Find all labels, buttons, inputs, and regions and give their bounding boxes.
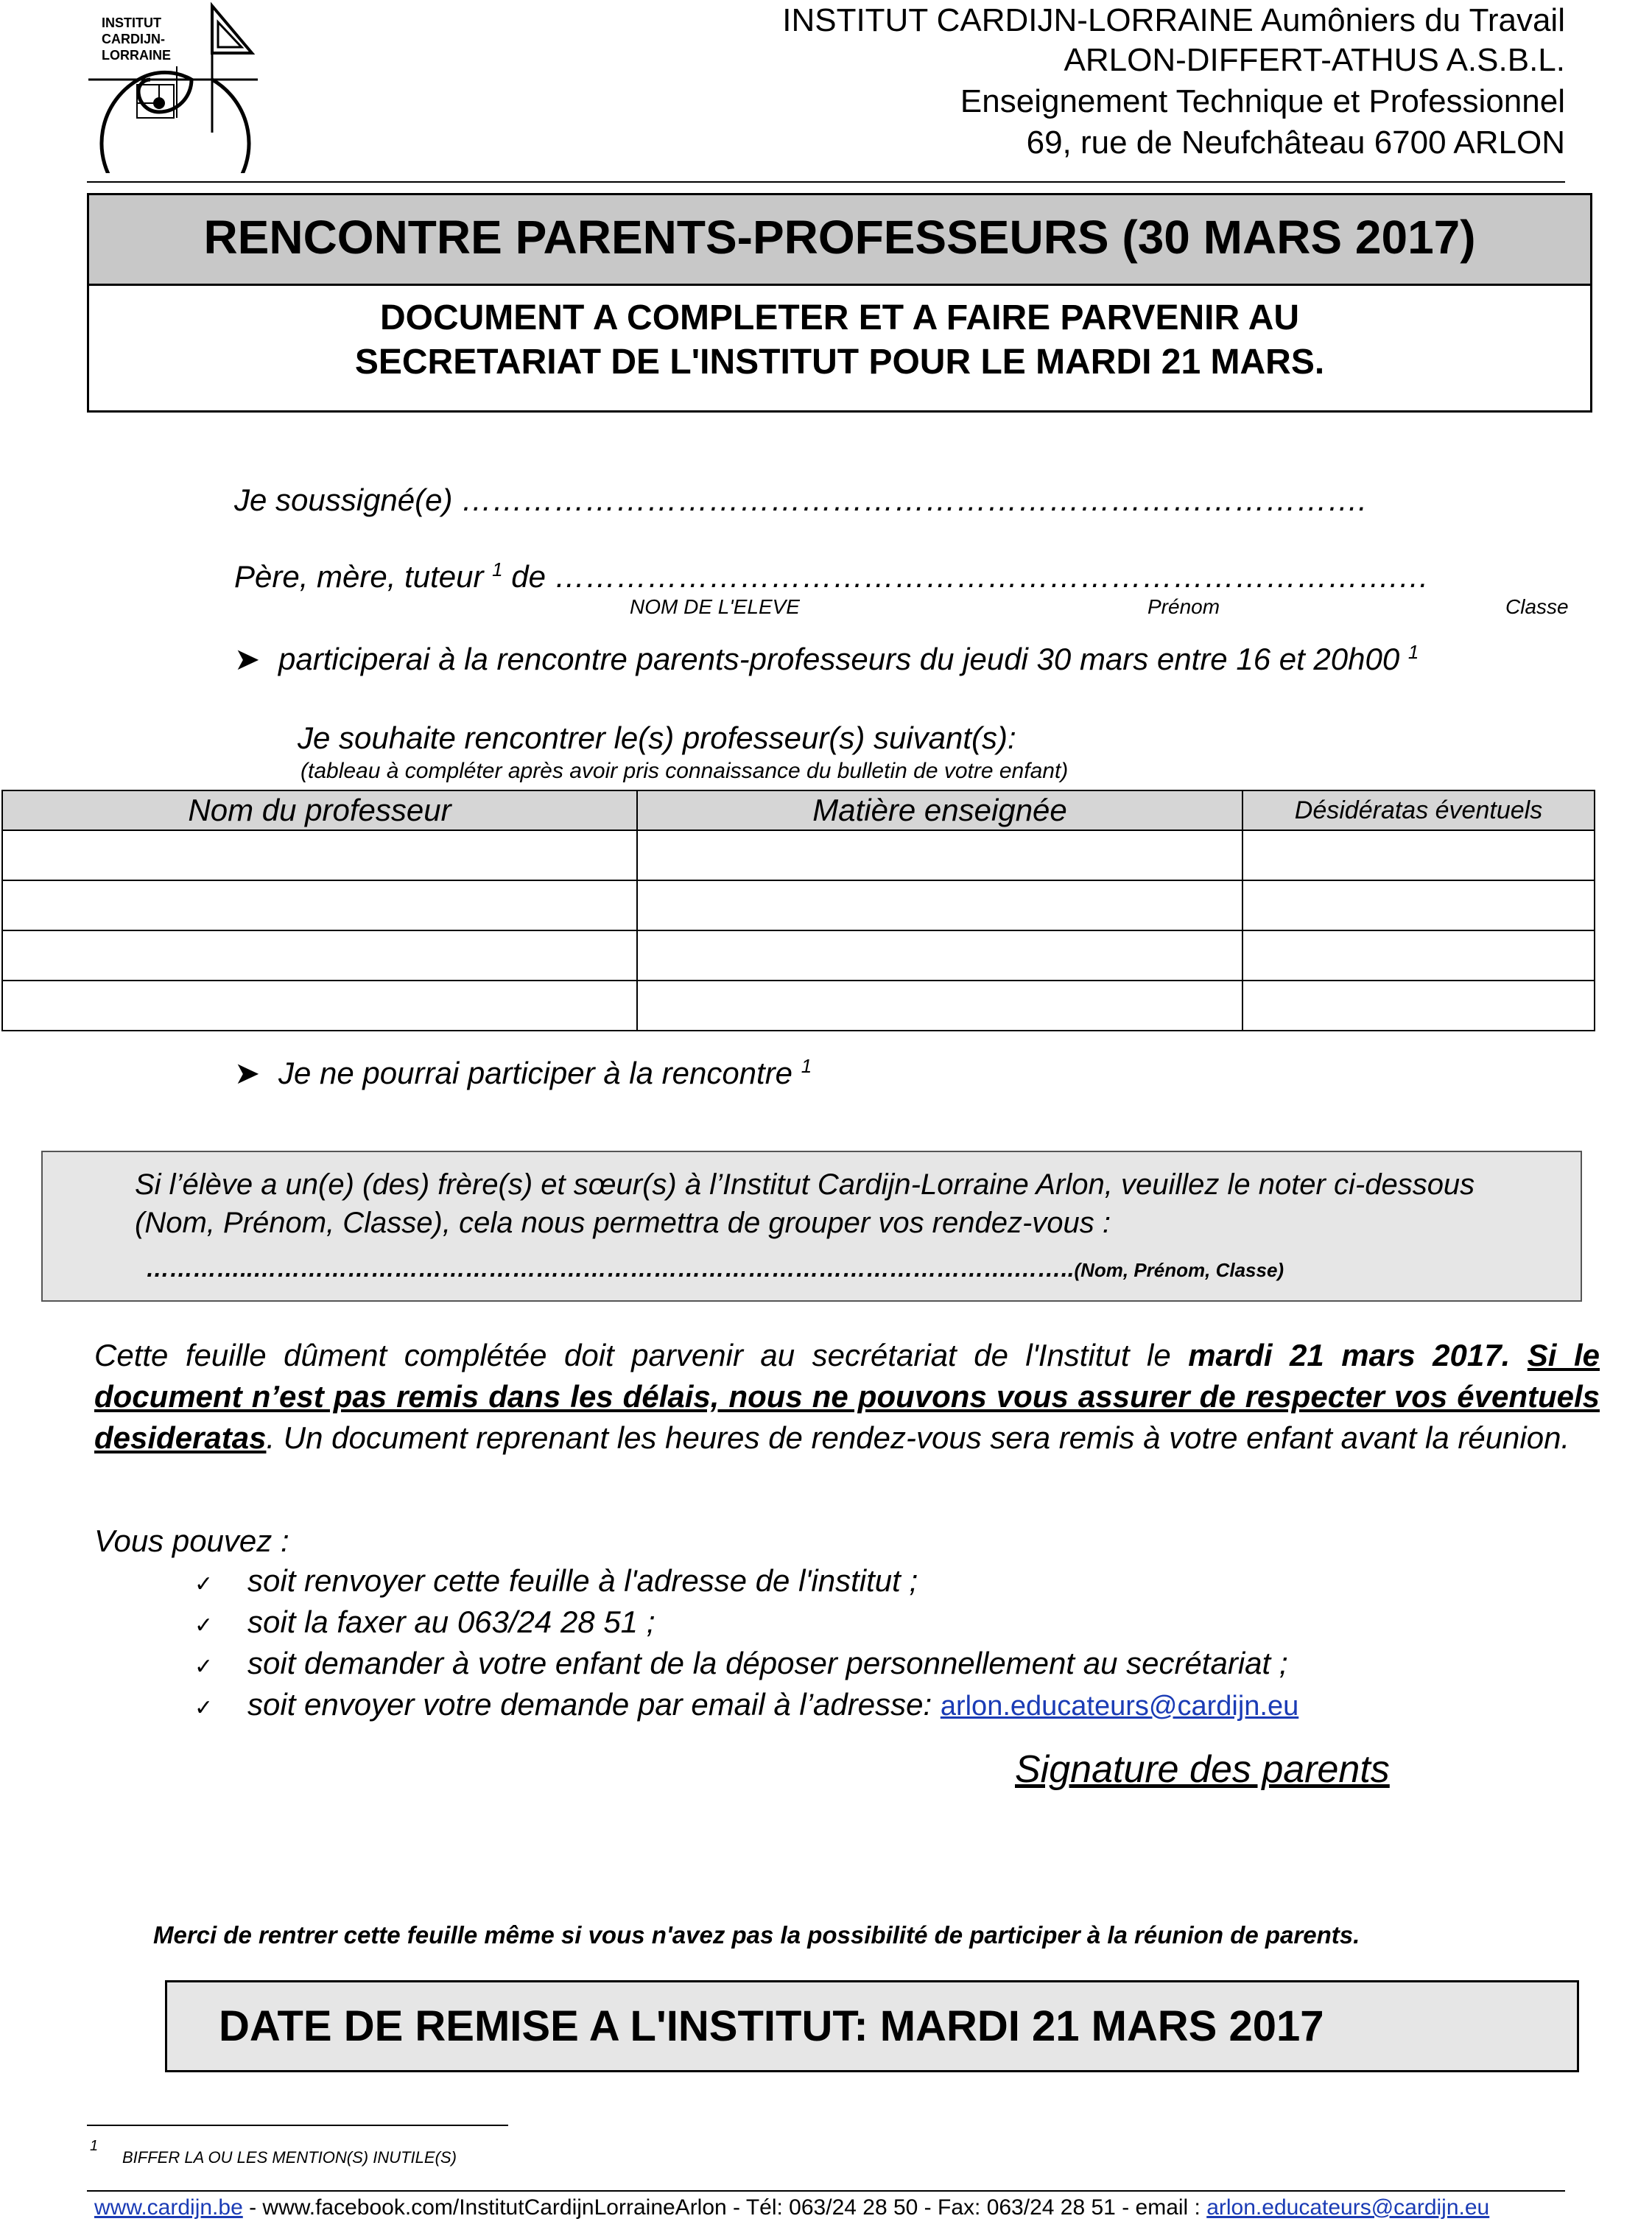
footer-email-link[interactable]: arlon.educateurs@cardijn.eu xyxy=(1206,2195,1490,2220)
check-icon: ✓ xyxy=(194,1572,214,1596)
date-remise-text: DATE DE REMISE A L'INSTITUT: MARDI 21 MARS 2017 xyxy=(219,2002,1324,2050)
check-item-3: ✓ soit demander à votre enfant de la déposer personnellement au secrétariat ; xyxy=(194,1646,1288,1680)
title-band xyxy=(89,195,1590,286)
header-line-1: INSTITUT CARDIJN-LORRAINE Aumôniers du Travail xyxy=(782,2,1565,38)
table-header-row xyxy=(2,790,1595,830)
col-header-desiderata: Désidératas éventuels xyxy=(1242,790,1595,830)
footnote-divider xyxy=(87,2125,508,2126)
parent-of-field[interactable]: Père, mère, tuteur $^1$ de ……………………………………………………………………….… xyxy=(234,558,1430,594)
table-cell[interactable] xyxy=(637,981,1242,1031)
table-cell[interactable] xyxy=(637,880,1242,930)
teachers-table xyxy=(1,790,1595,1031)
check-item-4: ✓ soit envoyer votre demande par email à l’adresse: arlon.educateurs@cardijn.eu xyxy=(194,1687,1299,1722)
siblings-box xyxy=(41,1151,1582,1302)
page-title: RENCONTRE PARENTS-PROFESSEURS (30 MARS 2017) xyxy=(203,211,1476,264)
arrow-bullet-icon: ➤ xyxy=(234,642,261,676)
table-cell[interactable] xyxy=(637,830,1242,880)
soussigne-field[interactable]: Je soussigné(e) ……………………………………………………………………………. xyxy=(234,483,1367,517)
label-prenom: Prénom xyxy=(1147,595,1220,618)
siblings-entry-field[interactable]: …………..…………………………………………………………………………………….……..(Nom, Prénom, Classe) xyxy=(146,1255,1284,1282)
check-icon: ✓ xyxy=(194,1696,214,1720)
table-cell[interactable] xyxy=(637,930,1242,981)
merci-note: Merci de rentrer cette feuille même si vous n'avez pas la possibilité de participer à la réunion de parents. xyxy=(153,1921,1360,1949)
footnote-text: BIFFER LA OU LES MENTION(S) INUTILE(S) xyxy=(122,2148,457,2167)
label-nom-eleve: NOM DE L'ELEVE xyxy=(630,595,800,618)
table-cell[interactable] xyxy=(2,880,637,930)
header-line-4: 69, rue de Neufchâteau 6700 ARLON xyxy=(1026,124,1565,161)
instructions-paragraph: Cette feuille dûment complétée doit parvenir au secrétariat de l'Institut le mardi 21 mars 2017. Si le document n’est pas remis dans les délais, nous ne pouvons vous assurer de respecter vos éventuels desideratas. Un document reprenant les heures de rendez-vous sera remis à votre enfant avant la réunion. xyxy=(94,1338,1600,1455)
siblings-line-1: Si l’élève a un(e) (des) frère(s) et sœur(s) à l’Institut Cardijn-Lorraine Arlon, veuillez le noter ci-dessous xyxy=(135,1168,1475,1201)
label-classe: Classe xyxy=(1505,595,1569,618)
header-line-2: ARLON-DIFFERT-ATHUS A.S.B.L. xyxy=(1064,42,1565,78)
check-icon: ✓ xyxy=(194,1655,214,1679)
table-cell[interactable] xyxy=(1242,981,1595,1031)
col-header-matiere: Matière enseignée xyxy=(637,790,1242,830)
siblings-line-2: (Nom, Prénom, Classe), cela nous permettra de grouper vos rendez-vous : xyxy=(135,1207,1111,1239)
email-link[interactable]: arlon.educateurs@cardijn.eu xyxy=(940,1691,1299,1722)
table-cell[interactable] xyxy=(1242,830,1595,880)
check-icon: ✓ xyxy=(194,1613,214,1638)
table-row xyxy=(2,880,1595,930)
table-row xyxy=(2,981,1595,1031)
table-cell[interactable] xyxy=(1242,930,1595,981)
header-divider xyxy=(87,181,1565,183)
table-row xyxy=(2,930,1595,981)
souhaite-text: Je souhaite rencontrer le(s) professeur(s) suivant(s): xyxy=(298,720,1016,755)
souhaite-note: (tableau à compléter après avoir pris connaissance du bulletin de votre enfant) xyxy=(300,759,1069,783)
table-row xyxy=(2,830,1595,880)
page-subtitle: DOCUMENT A COMPLETER ET A FAIRE PARVENIR AU SECRETARIAT DE L'INSTITUT POUR LE MARDI 21 MARS. xyxy=(354,298,1325,382)
option-participate[interactable]: ➤ participerai à la rencontre parents-professeurs du jeudi 30 mars entre 16 et 20h00 $^1$ xyxy=(234,641,1419,676)
check-item-1: ✓ soit renvoyer cette feuille à l'adresse de l'institut ; xyxy=(194,1563,918,1598)
table-cell[interactable] xyxy=(1242,880,1595,930)
footer-divider xyxy=(87,2190,1565,2192)
option-not-participate[interactable]: ➤ Je ne pourrai participer à la rencontre $^1$ xyxy=(234,1055,812,1090)
header-line-3: Enseignement Technique et Professionnel xyxy=(960,83,1565,119)
footer-site-link[interactable]: www.cardijn.be xyxy=(94,2195,243,2220)
date-remise-box xyxy=(165,1980,1579,2072)
table-cell[interactable] xyxy=(2,981,637,1031)
arrow-bullet-icon: ➤ xyxy=(234,1056,261,1090)
footer: www.cardijn.be - www.facebook.com/InstitutCardijnLorraineArlon - Tél: 063/24 28 50 - Fax: 063/24 28 51 - email : arlon.educateurs@cardijn.eu xyxy=(94,2195,1490,2220)
signature-label: Signature des parents xyxy=(1015,1748,1390,1791)
col-header-nom: Nom du professeur xyxy=(2,790,637,830)
table-cell[interactable] xyxy=(2,930,637,981)
table-cell[interactable] xyxy=(2,830,637,880)
logo-text: INSTITUT CARDIJN- LORRAINE xyxy=(102,15,171,63)
footnote-number: 1 xyxy=(90,2138,99,2154)
vous-pouvez: Vous pouvez : xyxy=(94,1523,289,1558)
title-box xyxy=(87,193,1592,413)
check-item-2: ✓ soit la faxer au 063/24 28 51 ; xyxy=(194,1605,655,1639)
